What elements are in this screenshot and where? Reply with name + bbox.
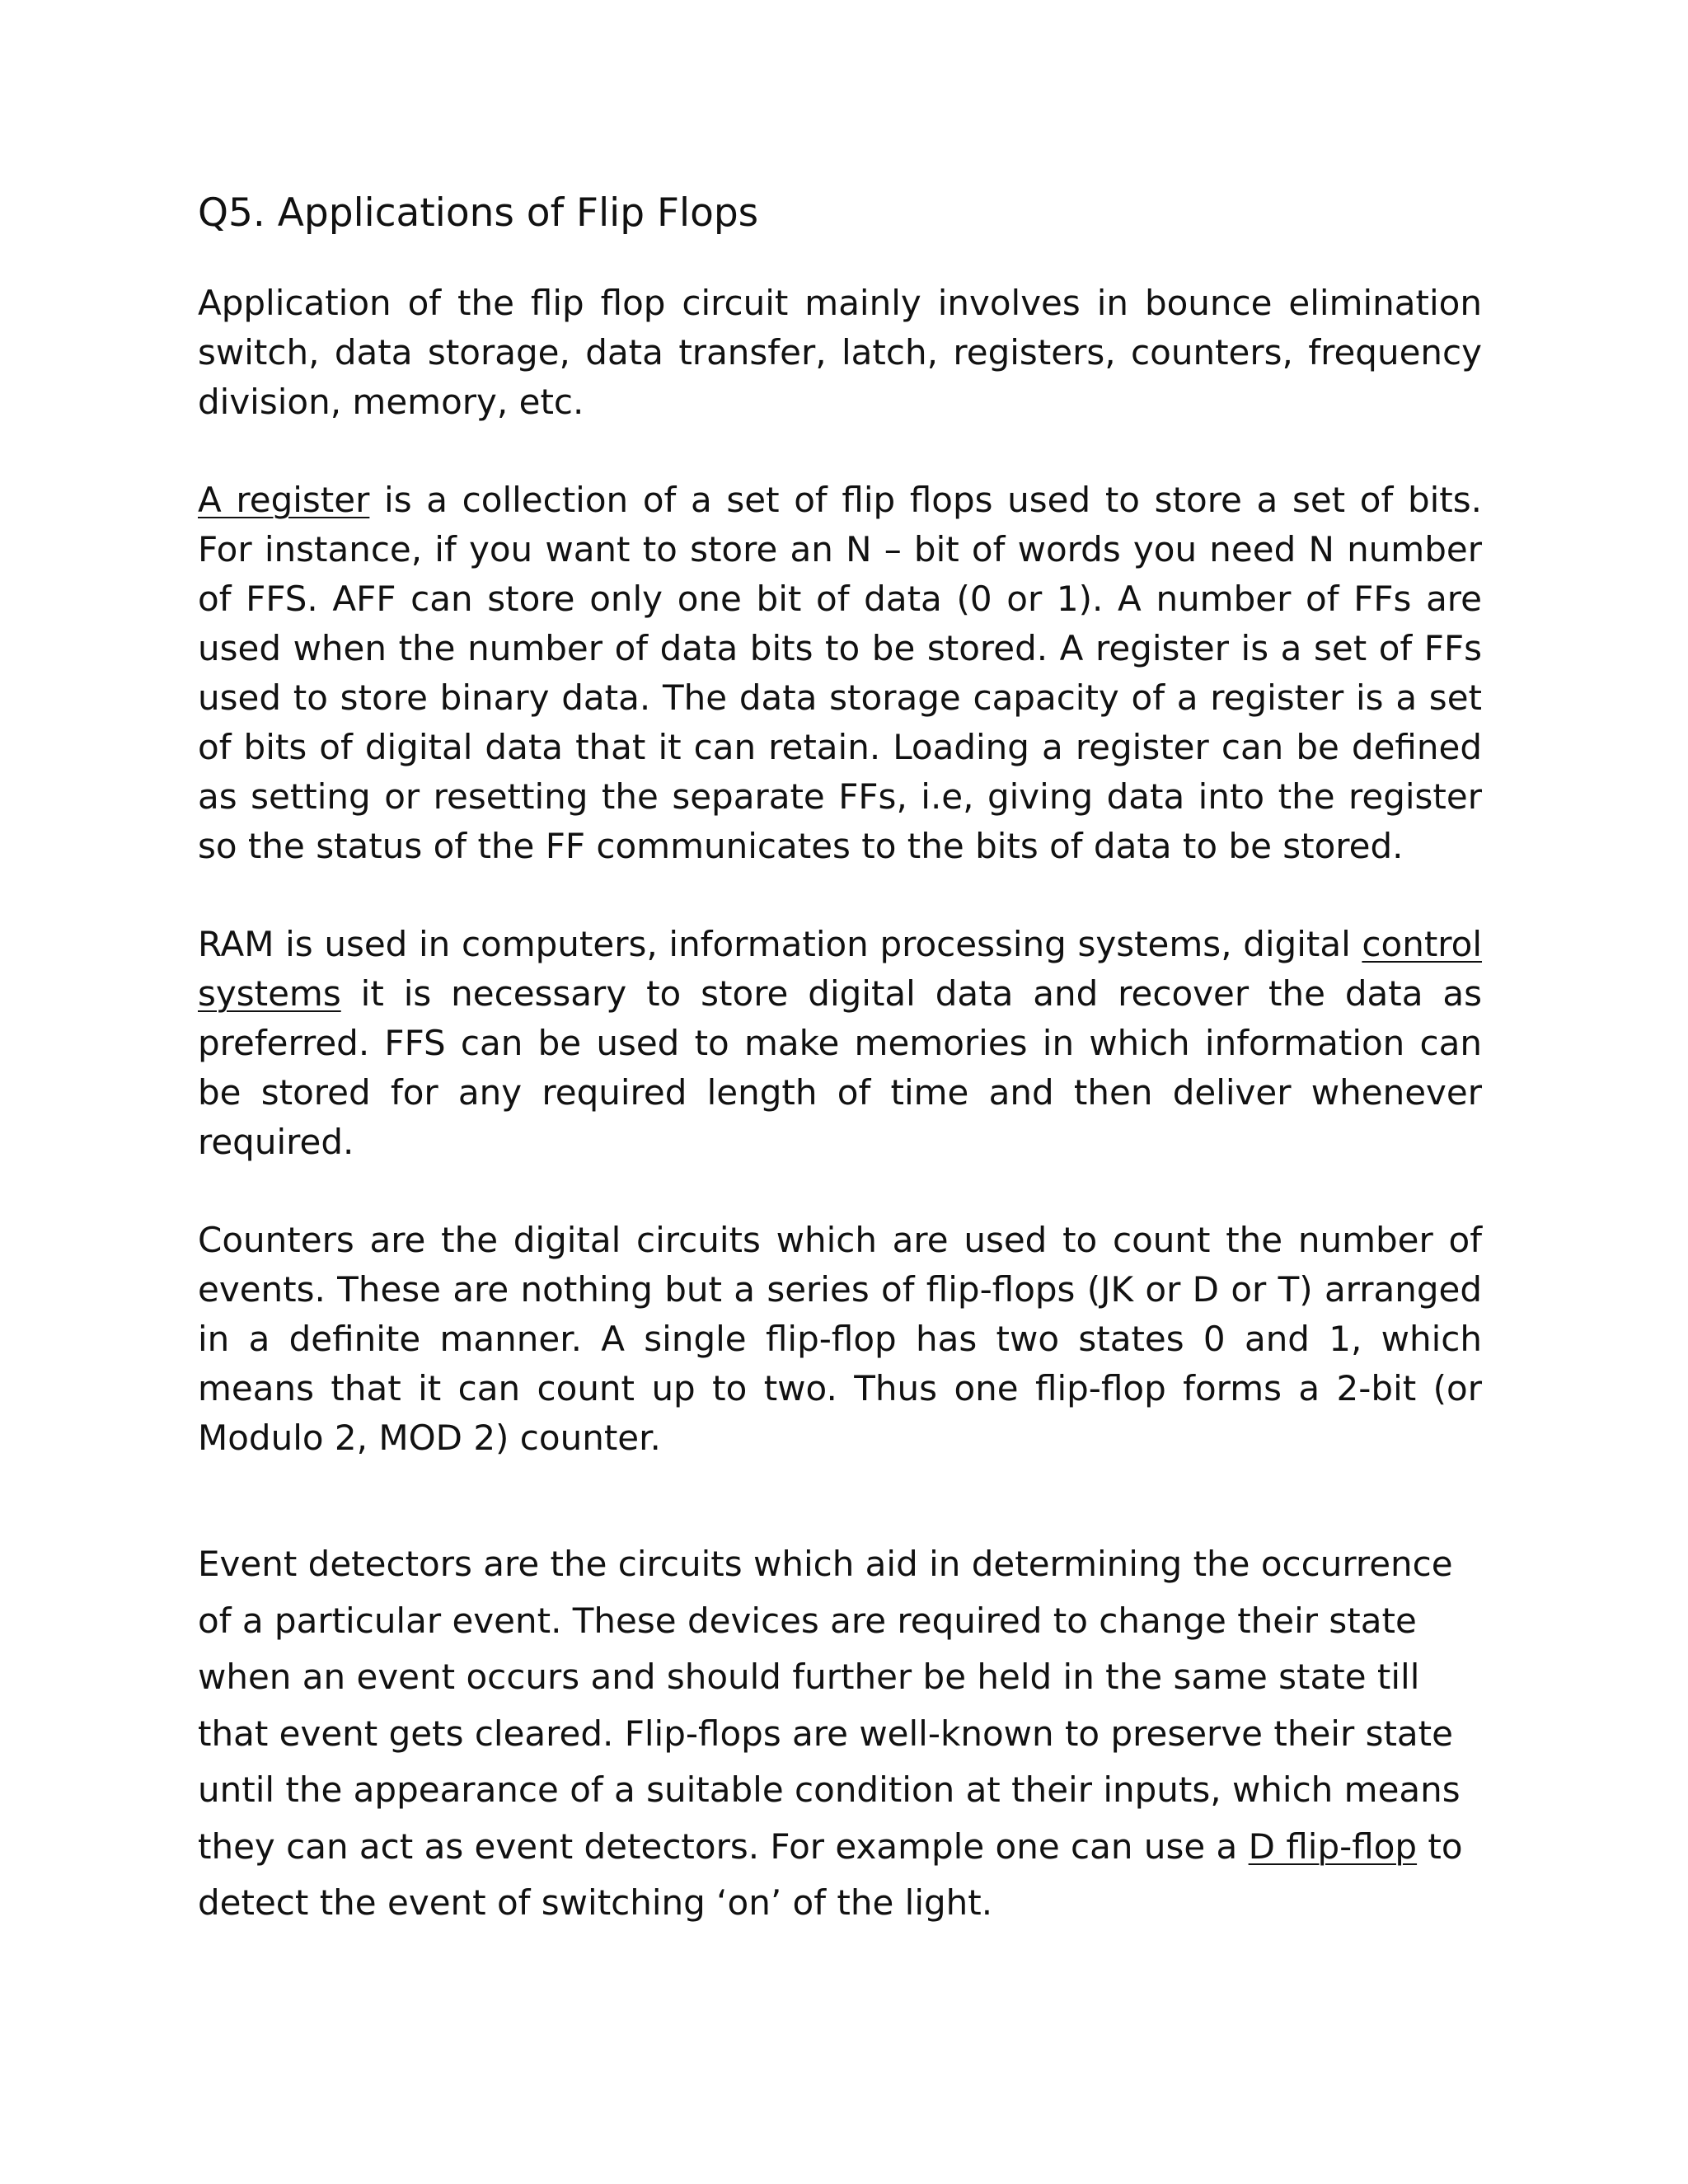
event-detectors-paragraph: [198, 1536, 1482, 1932]
d-flip-flop-link[interactable]: D flip-flop: [1248, 1825, 1418, 1867]
page-title: Q5. Applications of Flip Flops: [198, 190, 759, 236]
control-systems-link[interactable]: control systems: [198, 924, 1482, 1015]
counters-text: are the digital circuits which are used to count the number of events. These are nothing but a series of flip-flops (JK or D or T) arranged in a definite manner. A single flip-flop has two states 0 and 1, which means that it can count up to two. Thus one flip-flop forms a 2-bit (or Modulo 2, MOD 2) counter.: [198, 1220, 1482, 1459]
register-paragraph: [198, 476, 1482, 871]
register-link[interactable]: A register: [198, 480, 370, 521]
event-text-after-link: to detect the event of switching ‘on’ of the light.: [198, 1825, 1463, 1924]
ram-paragraph: [198, 920, 1482, 1167]
ram-text-after-link: it is necessary to store digital data and recover the data as preferred. FFS can be used to make memories in which information can be stored for any required length of time and then deliver whenever required.: [198, 973, 1482, 1163]
counters-paragraph: [198, 1216, 1482, 1463]
ram-text-before-link: is used in computers, information processing systems, digital: [274, 924, 1362, 965]
ram-term: RAM: [198, 924, 274, 965]
applications-text: Application of the flip flop circuit mainly involves in bounce elimination switch, data storage, data transfer, latch, registers, counters, frequency division, memory, etc.: [198, 283, 1482, 423]
event-text-before-link: are the circuits which aid in determining the occurrence of a particular event. These devices are required to change their state when an event occurs and should further be held in the same state till that event gets cleared. Flip-flops are well-known to preserve their state until the appearance of a suitable condition at their inputs, which means they can act as event detectors. For example one can use a: [198, 1544, 1461, 1867]
event-detectors-term: Event detectors: [198, 1544, 472, 1585]
document-page: [198, 191, 1482, 1932]
applications-paragraph: [198, 279, 1482, 427]
counters-term: Counters: [198, 1220, 354, 1261]
register-text: is a collection of a set of flip flops used to store a set of bits. For instance, if you want to store an N – bit of words you need N number of FFS. AFF can store only one bit of data (0 or 1). A number of FFs are used when the number of data bits to be stored. A register is a set of FFs used to store binary data. The data storage capacity of a register is a set of bits of digital data that it can retain. Loading a register can be defined as setting or resetting the separate FFs, i.e, giving data into the register so the status of the FF communicates to the bits of data to be stored.: [198, 480, 1482, 867]
